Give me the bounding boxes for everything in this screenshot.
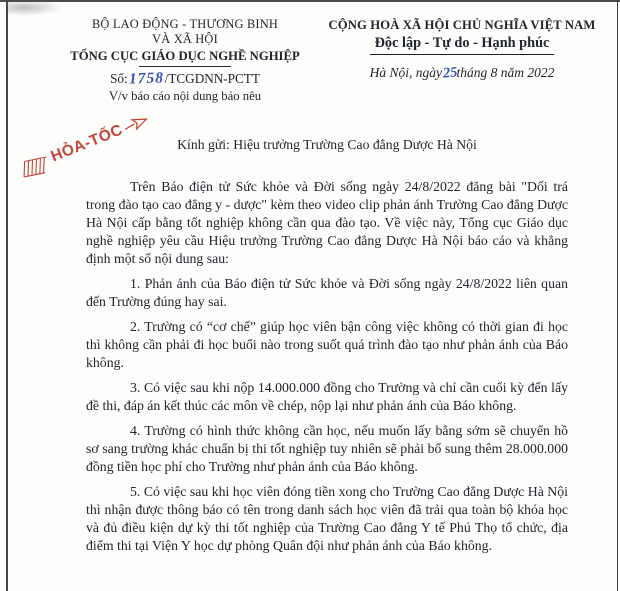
paragraph-item-3: 3. Có việc sau khi nộp 14.000.000 đồng cho Trường và chỉ cần cuối kỳ đến lấy đề thi, đáp án kết thúc các môn về chép, nộp lại như phản ánh của Báo không. (86, 380, 568, 413)
independence-motto: Độc lập - Tự do - Hạnh phúc (370, 35, 555, 55)
arrow-head-icon (122, 110, 154, 137)
date-line (318, 65, 606, 82)
ministry-name-line1: BỘ LAO ĐỘNG - THƯƠNG BINH (91, 17, 279, 31)
scan-edge-right (617, 0, 619, 591)
doc-subject: V/v báo cáo nội dung báo nêu (108, 89, 262, 103)
ministry-name-line2: VÀ XÃ HỘI (152, 32, 218, 46)
doc-number-suffix: /TCGDNN-PCTT (164, 71, 260, 86)
agency-underline (139, 66, 231, 67)
scan-corner-smudge (8, 2, 63, 16)
national-header-block (318, 17, 606, 82)
paragraph-item-2: 2. Trường có “cơ chế” giúp học viên bận công việc không có thời gian đi học thì không cần phải đi học buổi nào trong suốt quá trình đào tạo như phản ánh của Báo không. (86, 319, 568, 370)
doc-number (52, 70, 318, 87)
date-prefix: Hà Nội, ngày (369, 65, 442, 80)
issuing-agency-block (52, 17, 318, 104)
recipient-line: Kính gửi: Hiệu trưởng Trường Cao đẳng Dược Hà Nội (177, 137, 477, 152)
stamp-label: HỎA-TỐC (48, 121, 126, 166)
paragraph-item-5: 5. Có việc sau khi học viên đóng tiền xong cho Trường Cao đẳng Dược Hà Nội thì nhận được thông báo có tên trong danh sách học viên đã trải qua toàn bộ khóa học và đủ điều kiện dự kỳ thi tốt nghiệp của Trường Cao đẳng Y tế Phú Thọ tổ chức, địa điểm thi tại Viện Y học dự phòng Quân đội như phản ánh của Báo không. (86, 484, 568, 553)
date-suffix: tháng 8 năm 2022 (456, 65, 555, 80)
document-body (86, 178, 568, 562)
date-day-handwritten: 25 (442, 64, 459, 82)
national-motto-line: CỘNG HOÀ XÃ HỘI CHỦ NGHĨA VIỆT NAM (328, 18, 596, 32)
agency-name: TỔNG CỤC GIÁO DỤC NGHỀ NGHIỆP (70, 49, 300, 63)
scan-edge-top (0, 0, 620, 2)
paragraph-item-1: 1. Phản ánh của Báo điện tử Sức khỏe và Đời sống ngày 24/8/2022 liên quan đến Trường đúng hay sai. (86, 276, 568, 309)
scan-edge-left (6, 0, 8, 591)
doc-number-handwritten: 1758 (128, 69, 164, 88)
doc-number-prefix: Số: (110, 71, 128, 86)
paragraph-intro: Trên Báo điện tử Sức khỏe và Đời sống ngày 24/8/2022 đăng bài "Dối trá trong đào tạo cao đẳng y - dược" kèm theo video clip phản ánh Trường Cao đẳng Dược Hà Nội cấp bằng tốt nghiệp không cần qua đào tạo. Về việc này, Tổng cục Giáo dục nghề nghiệp yêu cầu Hiệu trưởng Trường Cao đẳng Dược Hà Nội báo cáo và khẳng định một số nội dung sau: (86, 179, 568, 266)
paragraph-item-4: 4. Trường có hình thức không cần học, nếu muốn lấy bằng sớm sẽ chuyển hồ sơ sang trường khác chuẩn bị thi tốt nghiệp tuy nhiên sẽ phải bổ sung thêm 28.000.000 đồng tiền học phí cho Trường như phản ánh của Báo không. (86, 423, 568, 474)
